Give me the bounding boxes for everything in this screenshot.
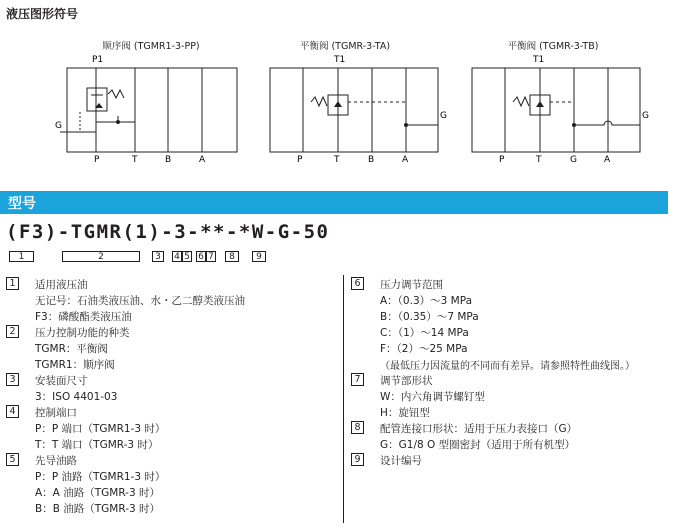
- item-line: W：内六角调节螺钉型: [380, 391, 485, 403]
- item-number: 8: [351, 421, 364, 434]
- svg-text:T1: T1: [533, 55, 545, 65]
- svg-text:B: B: [368, 155, 375, 165]
- item-title: 调节部形状: [380, 375, 433, 387]
- item-line: B：（0.35）～7 MPa: [380, 311, 479, 323]
- item-number: 3: [6, 373, 19, 386]
- code-box-4: 4: [172, 251, 182, 262]
- svg-text:P1: P1: [92, 55, 104, 65]
- item-number: 2: [6, 325, 19, 338]
- item-line: H：旋钮型: [380, 407, 430, 419]
- item-title: 压力控制功能的种类: [35, 327, 130, 339]
- model-code: (F3)-TGMR(1)-3-**-*W-G-50: [6, 221, 330, 243]
- item-title: 控制端口: [35, 407, 77, 419]
- item-number: 9: [351, 453, 364, 466]
- item-line: G：G1/8 O 型圈密封（适用于所有机型）: [380, 439, 576, 451]
- item-line: F：（2）～25 MPa: [380, 343, 468, 355]
- item-line: A：A 油路（TGMR-3 时）: [35, 487, 160, 499]
- svg-text:B: B: [165, 155, 172, 165]
- code-box-3: 3: [152, 251, 164, 262]
- item-line: C：（1）～14 MPa: [380, 327, 469, 339]
- diagram-3-caption: 平衡阀 (TGMR-3-TB): [507, 41, 599, 52]
- item-line: 无记号：石油类液压油、水・乙二醇类液压油: [35, 295, 245, 307]
- svg-text:G: G: [55, 121, 62, 131]
- diagram-3-symbol: [464, 50, 664, 165]
- code-box-2: 2: [62, 251, 140, 262]
- code-box-9: 9: [252, 251, 266, 262]
- code-box-1: 1: [9, 251, 34, 262]
- svg-text:P: P: [94, 155, 100, 165]
- item-title: 压力调节范围: [380, 279, 443, 291]
- svg-text:P: P: [499, 155, 505, 165]
- item-line: TGMR1：顺序阀: [35, 359, 115, 371]
- item-line: P：P 端口（TGMR1-3 时）: [35, 423, 166, 435]
- section-title: 液压图形符号: [6, 7, 79, 21]
- item-number: 6: [351, 277, 364, 290]
- item-title: 配管连接口形状：适用于压力表接口（G）: [380, 423, 578, 435]
- item-line: 3：ISO 4401-03: [35, 391, 118, 403]
- item-title: 适用液压油: [35, 279, 88, 291]
- svg-text:T: T: [132, 155, 138, 165]
- svg-text:G: G: [440, 111, 447, 121]
- code-box-5: 5: [182, 251, 192, 262]
- diagram-1-symbol: [50, 50, 250, 165]
- item-line: T：T 端口（TGMR-3 时）: [35, 439, 159, 451]
- svg-text:G: G: [570, 155, 577, 165]
- item-line: P：P 油路（TGMR1-3 时）: [35, 471, 166, 483]
- item-line: F3：磷酸酯类液压油: [35, 311, 132, 323]
- item-line: TGMR：平衡阀: [35, 343, 108, 355]
- item-number: 5: [6, 453, 19, 466]
- model-header-bar: [0, 191, 668, 214]
- svg-text:P: P: [297, 155, 303, 165]
- code-box-7: 7: [206, 251, 216, 262]
- svg-text:A: A: [199, 155, 206, 165]
- code-box-8: 8: [225, 251, 239, 262]
- item-line: A：（0.3）～3 MPa: [380, 295, 473, 307]
- svg-text:A: A: [402, 155, 409, 165]
- svg-text:T1: T1: [334, 55, 346, 65]
- item-number: 1: [6, 277, 19, 290]
- svg-text:T: T: [536, 155, 542, 165]
- svg-text:T: T: [334, 155, 340, 165]
- diagram-2-caption: 平衡阀 (TGMR-3-TA): [299, 41, 391, 52]
- item-number: 7: [351, 373, 364, 386]
- item-title: 安装面尺寸: [35, 375, 88, 387]
- item-line: B：B 油路（TGMR-3 时）: [35, 503, 161, 515]
- diagram-2-symbol: [262, 50, 462, 165]
- diagram-1-caption: 顺序阀 (TGMR1-3-PP): [102, 41, 200, 52]
- code-box-6: 6: [196, 251, 206, 262]
- item-number: 4: [6, 405, 19, 418]
- svg-text:A: A: [604, 155, 611, 165]
- item-title: 先导油路: [35, 455, 77, 467]
- item-title: 设计编号: [380, 455, 422, 467]
- column-divider: [343, 275, 344, 523]
- item-line: （最低压力因流量的不同而有差异。请参照特性曲线图。）: [380, 361, 635, 372]
- model-header: 型号: [8, 196, 36, 212]
- svg-text:G: G: [642, 111, 649, 121]
